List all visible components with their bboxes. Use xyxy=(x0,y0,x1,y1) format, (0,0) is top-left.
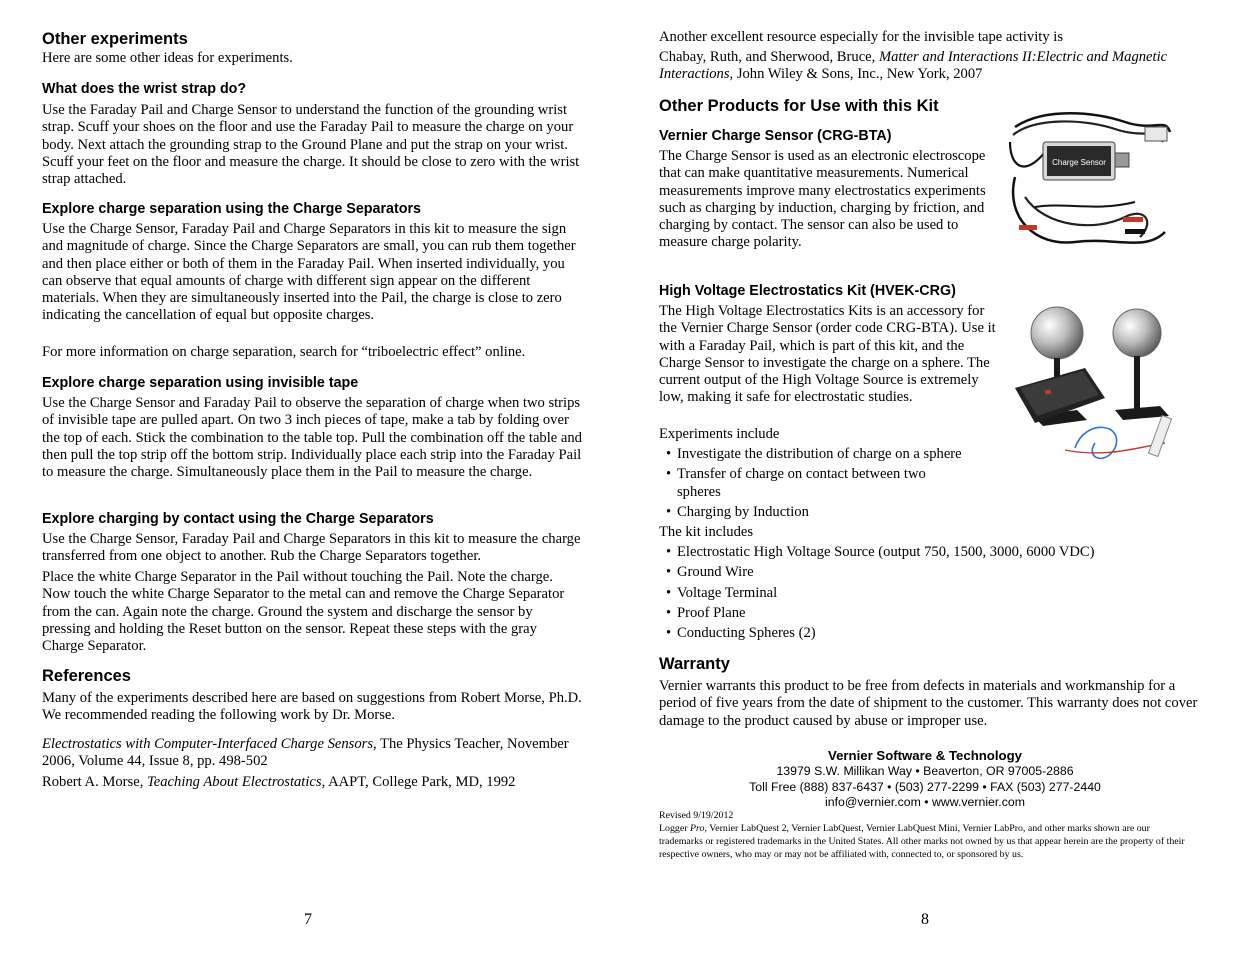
company-address: 13979 S.W. Millikan Way • Beaverton, OR 97005-2886 xyxy=(776,763,1074,778)
company-name: Vernier Software & Technology xyxy=(828,748,1022,763)
warranty-body: Vernier warrants this product to be free from defects in materials and workmanship for a period of five years from the date of shipment to the customer. This warranty does not cover damage to the product caused by abuse or improper use. xyxy=(659,678,1198,729)
list-item: • Investigate the distribution of charge on a sphere xyxy=(659,446,999,463)
page-number-left: 7 xyxy=(304,911,312,928)
invisible-tape-heading: Explore charge separation using invisible tape xyxy=(42,375,359,391)
warranty-heading: Warranty xyxy=(659,655,730,673)
resource-citation xyxy=(659,49,1179,84)
reference-2-title: Teaching About Electrostatics xyxy=(147,774,322,790)
charging-contact-body-2: Place the white Charge Separator in the Pail without touching the Pail. Note the charge. Now touch the white Charge Separator to the metal can and remove the Charge Separator from the can. Again note the charge. Ground the system and discharge the sensor by pressing and holding the Reset button on the sensor. Repeat these steps with the gray Charge Separator. xyxy=(42,569,565,655)
hv-kit-body: The High Voltage Electrostatics Kits is an accessory for the Vernier Charge Sensor (order code CRG-BTA). Use it with a Faraday Pail, which is part of this kit, and the Charge Sensor to investigate the charge on a sphere. The current output of the High Voltage Source is extremely low, making it safe for electrostatic studies. xyxy=(659,303,996,406)
charging-contact-body-1: Use the Charge Sensor, Faraday Pail and Charge Separators in this kit to measure the charge transferred from one object to another. Rub the Charge Separators together. xyxy=(42,531,581,565)
legal-rest: , Vernier LabQuest 2, Vernier LabQuest, Vernier LabQuest Mini, Vernier LabPro, and other marks shown are our trademarks or registered trademarks in the United States. All other marks not owned by us that appear herein are the property of their respective owners, who may or may not be affiliated with, connected to, or sponsored by us. xyxy=(659,823,1185,860)
reference-2-author: Robert A. Morse, xyxy=(42,774,147,790)
other-products-heading: Other Products for Use with this Kit xyxy=(659,97,939,115)
reference-1-title: Electrostatics with Computer-Interfaced Charge Sensors xyxy=(42,736,374,752)
list-item: • Voltage Terminal xyxy=(659,585,1204,602)
references-intro: Many of the experiments described here are based on suggestions from Robert Morse, Ph.D. We recommended reading the following work by Dr. Morse. xyxy=(42,690,582,724)
other-experiments-heading: Other experiments xyxy=(42,30,188,48)
reference-2-rest: , AAPT, College Park, MD, 1992 xyxy=(321,774,516,790)
revised-date: Revised 9/19/2012 xyxy=(659,810,734,821)
charge-separators-body: Use the Charge Sensor, Faraday Pail and Charge Separators in this kit to measure the sign and magnitude of charge. Since the Charge Separators are small, you can rub them together and then place either or both of them in the Faraday Pail. When inserted individually, you can observe that equal amounts of charge with different sign appear on the different materials. When they are simultaneously inserted into the Pail, the charge is close to zero indicating the cancellation of equal but opposite charges. xyxy=(42,221,576,324)
list-item: • Ground Wire xyxy=(659,564,1204,581)
resource-rest: , John Wiley & Sons, Inc., New York, 2007 xyxy=(729,66,983,83)
list-item: • Transfer of charge on contact between two spheres xyxy=(659,466,957,501)
legal-text xyxy=(659,823,1194,861)
charge-sensor-image xyxy=(1005,107,1175,260)
experiments-list xyxy=(659,446,999,521)
reference-1-rest: , The Physics Teacher, November 2006, Volume 44, Issue 8, pp. 498-502 xyxy=(42,736,569,770)
legal-prefix: Logger xyxy=(659,823,690,834)
other-experiments-intro: Here are some other ideas for experiments. xyxy=(42,50,293,66)
company-phone: Toll Free (888) 837-6437 • (503) 277-2299 • FAX (503) 277-2440 xyxy=(749,779,1101,794)
company-web: info@vernier.com • www.vernier.com xyxy=(825,795,1025,810)
reference-2 xyxy=(42,774,582,791)
list-item: • Proof Plane xyxy=(659,605,1204,622)
hv-kit-heading: High Voltage Electrostatics Kit (HVEK-CRG) xyxy=(659,283,956,299)
list-item: • Electrostatic High Voltage Source (output 750, 1500, 3000, 6000 VDC) xyxy=(659,544,1204,561)
company-footer xyxy=(659,748,1191,811)
list-item: • Conducting Spheres (2) xyxy=(659,625,1204,642)
hv-kit-image xyxy=(1005,298,1197,470)
resource-intro: Another excellent resource especially for the invisible tape activity is xyxy=(659,29,1064,45)
experiments-label: Experiments include xyxy=(659,426,780,442)
sensor-box-label: Charge Sensor xyxy=(1052,158,1106,167)
includes-label: The kit includes xyxy=(659,524,754,540)
resource-authors: Chabay, Ruth, and Sherwood, Bruce, xyxy=(659,49,879,65)
charge-sensor-body: The Charge Sensor is used as an electronic electroscope that can make quantitative measurements. Numerical measurements improve many electrostatics experiments such as charging by induction, charging by friction, and charging by contact. The sensor can also be used to measure charge polarity. xyxy=(659,148,986,251)
charge-sensor-heading: Vernier Charge Sensor (CRG-BTA) xyxy=(659,128,892,144)
reference-1 xyxy=(42,736,582,771)
legal-pro: Pro xyxy=(690,823,705,834)
wrist-strap-body: Use the Faraday Pail and Charge Sensor to understand the function of the grounding wrist strap. Scuff your shoes on the floor and use the Faraday Pail to measure the charge on your body. Next attach the grounding strap to the Ground Plane and put the strap on your wrist. Scuff your feet on the floor and measure the charge. It should be close to zero with the wrist strap attached. xyxy=(42,102,580,188)
wrist-strap-heading: What does the wrist strap do? xyxy=(42,81,247,97)
list-item: • Charging by Induction xyxy=(659,504,999,521)
resource-title: Matter and Interactions II:Electric and Magnetic Interactions xyxy=(659,49,1168,83)
invisible-tape-body: Use the Charge Sensor and Faraday Pail to observe the separation of charge when two strips of invisible tape are pulled apart. On two 3 inch pieces of tape, make a tab by folding over the top of each. Stick the combination to the table top. Pull the combination off the table and then pull the top strip off the bottom strip. Individually place each strip into the Faraday Pail to measure the charge. Simultaneously place them in the Pail to measure the charge. xyxy=(42,395,582,481)
charge-separators-heading: Explore charge separation using the Charge Separators xyxy=(42,201,421,217)
charge-sensor-illustration xyxy=(1005,107,1175,260)
hv-kit-illustration xyxy=(1005,298,1197,470)
charge-separators-more: For more information on charge separation, search for “triboelectric effect” online. xyxy=(42,344,526,360)
page-number-right: 8 xyxy=(921,911,929,928)
references-heading: References xyxy=(42,667,131,685)
includes-list xyxy=(659,544,1204,642)
charging-contact-heading: Explore charging by contact using the Charge Separators xyxy=(42,511,434,527)
